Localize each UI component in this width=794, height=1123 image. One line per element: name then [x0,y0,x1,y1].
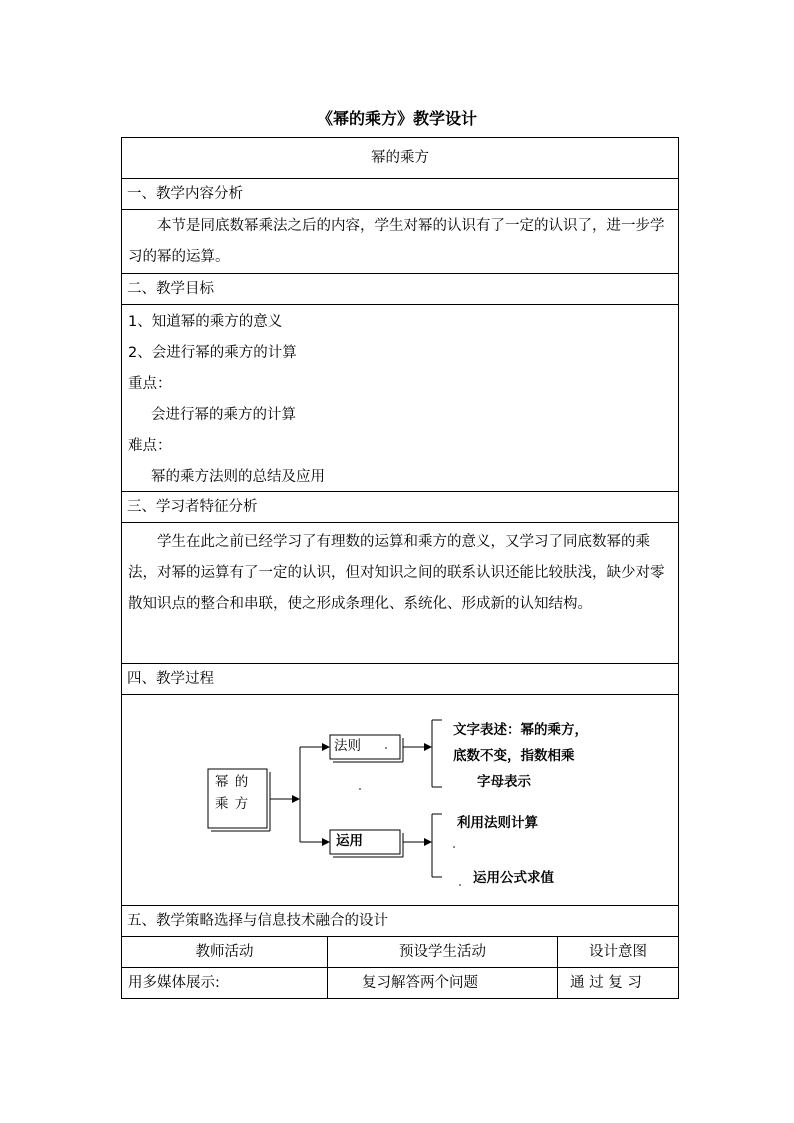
content-analysis-body [122,209,678,273]
subject-title: 幂的乘方 [371,149,429,166]
section-heading-strategy [122,905,678,936]
learner-analysis-text: 学生在此之前已经学习了有理数的运算和乘方的意义，又学习了同底数幂的乘法，对幂的运算有了一定的认识，但对知识之间的联系认识还能比较肤浅，缺少对零散知识点的整合和串联，使之形成条理化、系统化、形成新的认知结构。 [128,534,665,612]
section-heading-objectives [122,273,678,304]
key-point-text: 会进行幂的乘方的计算 [151,407,296,424]
concept-map-lines [122,695,678,906]
section-heading-content [122,178,678,209]
content-analysis-text: 本节是同底数幂乘法之后的内容，学生对幂的认识有了一定的认识了，进一步学习的幂的运算。 [128,218,665,265]
page-title: 《幂的乘方》教学设计 [316,109,477,128]
section-heading-learners [122,491,678,522]
column-header-intent: 设计意图 [589,943,647,960]
rule-description-line-1: 文字表述：幂的乘方， [453,722,588,738]
column-header-student: 预设学生活动 [328,937,558,967]
design-intent-cell: 通 过 复 习 [570,974,642,991]
objectives-body [122,304,678,491]
strategy-header-row [122,936,678,967]
teacher-activity-cell: 用多媒体展示: [122,968,328,998]
student-activity-cell: 复习解答两个问题 [328,968,558,998]
subject-row [122,138,678,178]
strategy-row [122,967,678,998]
objective-item: 2、会进行幂的乘方的计算 [128,345,297,362]
difficulty-label: 难点： [128,438,172,455]
process-heading: 四、教学过程 [127,670,214,687]
rule-description-line-2: 底数不变，指数相乘 [453,748,575,764]
learner-analysis-body [122,522,678,663]
column-header-teacher: 教师活动 [122,937,328,967]
rule-description-line-3: 字母表示 [477,774,531,790]
learner-analysis-heading: 三、学习者特征分析 [127,498,258,515]
content-analysis-heading: 一、教学内容分析 [127,185,243,202]
difficulty-text: 幂的乘方法则的总结及应用 [151,469,325,486]
apply-item-1: 利用法则计算 [457,815,538,831]
key-point-label: 重点： [128,376,172,393]
strategy-heading: 五、教学策略选择与信息技术融合的设计 [127,912,388,929]
rule-node-label: 法则 [334,738,361,754]
objectives-heading: 二、教学目标 [127,280,214,297]
lesson-plan-table [121,137,679,999]
objective-item: 1、知道幂的乘方的意义 [128,314,283,331]
apply-node-label: 运用 [336,833,363,849]
root-node-label: 幂 的 乘 方 [215,774,250,812]
section-heading-process [122,663,678,694]
process-diagram [122,694,678,905]
apply-item-2: 运用公式求值 [473,870,554,886]
